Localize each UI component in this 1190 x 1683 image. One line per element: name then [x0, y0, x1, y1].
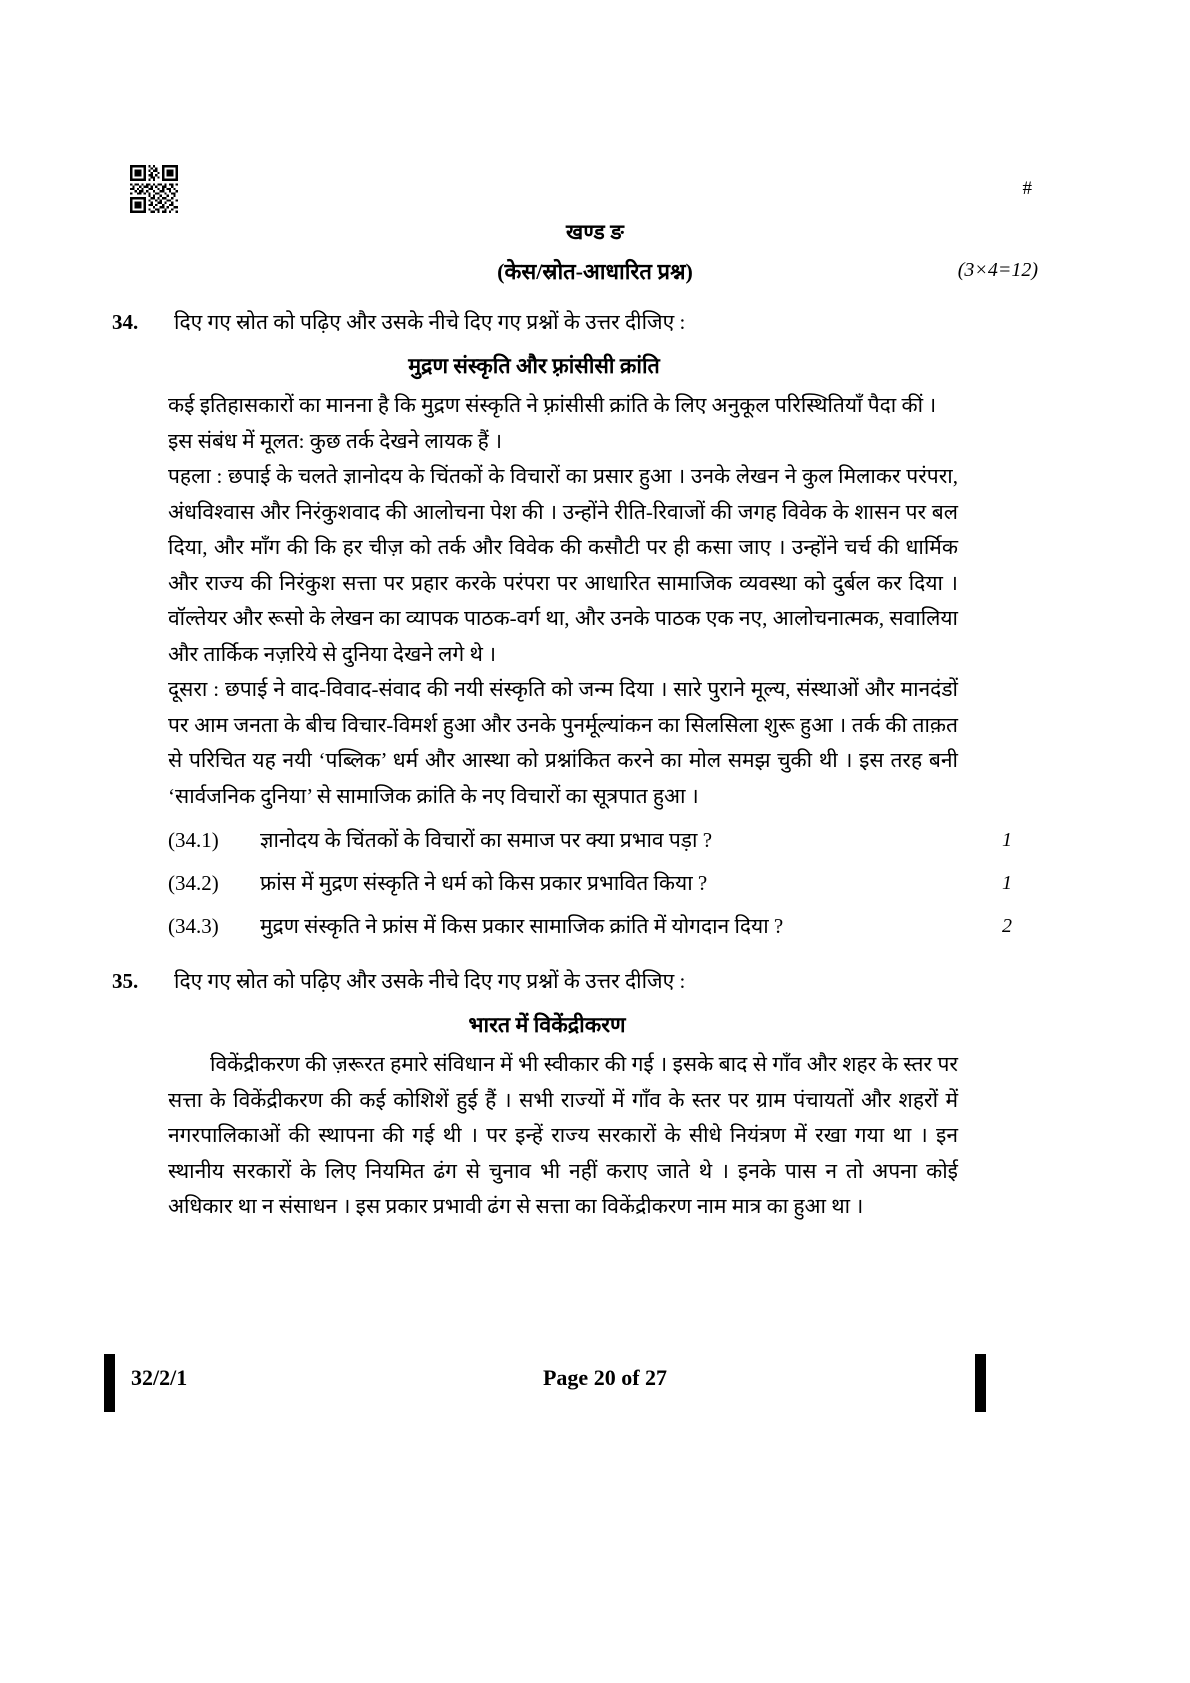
- page-number-label: Page 20 of 27: [542, 1365, 668, 1390]
- questions-container: [112, 306, 1012, 1225]
- sub-question-34-3: [168, 909, 1012, 943]
- paper-code: 32/2/1: [131, 1365, 188, 1390]
- section-subtitle-heading: (केस/स्रोत-आधारित प्रश्न): [497, 259, 693, 284]
- question-35-stem-row: [112, 965, 1012, 998]
- qr-code-icon: [130, 165, 178, 213]
- question-35-number: 35.: [112, 969, 139, 993]
- section-letter-heading: खण्ड ङ: [565, 220, 624, 244]
- sub-question-34-1-text: ज्ञानोदय के चिंतकों के विचारों का समाज पर क्या प्रभाव पड़ा ?: [260, 828, 713, 852]
- sub-question-34-3-marks: 2: [1002, 915, 1012, 937]
- sub-question-34-2-marks: 1: [1002, 872, 1012, 894]
- hash-mark: #: [1022, 178, 1032, 199]
- sub-question-34-3-label: (34.3): [168, 914, 219, 938]
- question-34-number: 34.: [112, 310, 139, 334]
- question-34-passage-title: मुद्रण संस्कृति और फ़्रांसीसी क्रांति: [408, 354, 660, 378]
- question-34-paragraph-4: दूसरा : छपाई ने वाद-विवाद-संवाद की नयी संस्कृति को जन्म दिया । सारे पुराने मूल्य, संस्थाओं और मानदंडों पर आम जनता के बीच विचार-विमर्श हुआ और उनके पुनर्मूल्यांकन का सिलसिला शुरू हुआ । तर्क की ताक़त से परिचित यह नयी ‘पब्लिक’ धर्म और आस्था को प्रश्नांकित करने का मोल समझ चुकी थी । इस तरह बनी ‘सार्वजनिक दुनिया’ से सामाजिक क्रांति के नए विचारों का सूत्रपात हुआ ।: [168, 677, 958, 808]
- sub-question-34-3-text: मुद्रण संस्कृति ने फ्रांस में किस प्रकार सामाजिक क्रांति में योगदान दिया ?: [260, 914, 784, 938]
- question-34-stem: दिए गए स्रोत को पढ़िए और उसके नीचे दिए गए प्रश्नों के उत्तर दीजिए :: [174, 310, 686, 334]
- question-34-paragraph-3: पहला : छपाई के चलते ज्ञानोदय के चिंतकों के विचारों का प्रसार हुआ । उनके लेखन ने कुल मिलाकर परंपरा, अंधविश्वास और निरंकुशवाद की आलोचना पेश की । उन्होंने रीति-रिवाजों की जगह विवेक के शासन पर बल दिया, और माँग की कि हर चीज़ को तर्क और विवेक की कसौटी पर ही कसा जाए । उन्होंने चर्च की धार्मिक और राज्य की निरंकुश सत्ता पर प्रहार करके परंपरा पर आधारित सामाजिक व्यवस्था को दुर्बल कर दिया । वॉल्तेयर और रूसो के लेखन का व्यापक पाठक-वर्ग था, और उनके पाठक एक नए, आलोचनात्मक, सवालिया और तार्किक नज़रिये से दुनिया देखने लगे थे ।: [168, 464, 958, 666]
- sub-question-34-2-text: फ्रांस में मुद्रण संस्कृति ने धर्म को किस प्रकार प्रभावित किया ?: [260, 871, 708, 895]
- question-35-stem: दिए गए स्रोत को पढ़िए और उसके नीचे दिए गए प्रश्नों के उत्तर दीजिए :: [174, 969, 686, 993]
- question-35-paragraph-1: विकेंद्रीकरण की ज़रूरत हमारे संविधान में भी स्वीकार की गई । इसके बाद से गाँव और शहर के स्तर पर सत्ता के विकेंद्रीकरण की कई कोशिशें हुई हैं । सभी राज्यों में गाँव के स्तर पर ग्राम पंचायतों और शहरों में नगरपालिकाओं की स्थापना की गई थी । पर इन्हें राज्य सरकारों के सीधे नियंत्रण में रखा गया था । इन स्थानीय सरकारों के लिए नियमित ढंग से चुनाव भी नहीं कराए जाते थे । इनके पास न तो अपना कोई अधिकार था न संसाधन । इस प्रकार प्रभावी ढंग से सत्ता का विकेंद्रीकरण नाम मात्र का हुआ था ।: [168, 1052, 958, 1218]
- section-marks-note: (3×4=12): [957, 259, 1038, 281]
- sub-question-34-2-label: (34.2): [168, 871, 219, 895]
- sub-question-34-1: [168, 823, 1012, 857]
- sub-question-34-1-marks: 1: [1002, 829, 1012, 851]
- spacer: [112, 943, 1012, 965]
- question-35-passage-title: भारत में विकेंद्रीकरण: [468, 1013, 626, 1037]
- question-34-paragraph-1: कई इतिहासकारों का मानना है कि मुद्रण संस्कृति ने फ़्रांसीसी क्रांति के लिए अनुकूल परिस्थितियाँ पैदा कीं ।: [168, 393, 937, 417]
- question-34-paragraph-2: इस संबंध में मूलत: कुछ तर्क देखने लायक हैं ।: [168, 428, 503, 453]
- question-34-stem-row: [112, 306, 1012, 339]
- sub-question-34-1-label: (34.1): [168, 828, 219, 852]
- sub-question-34-2: [168, 866, 1012, 900]
